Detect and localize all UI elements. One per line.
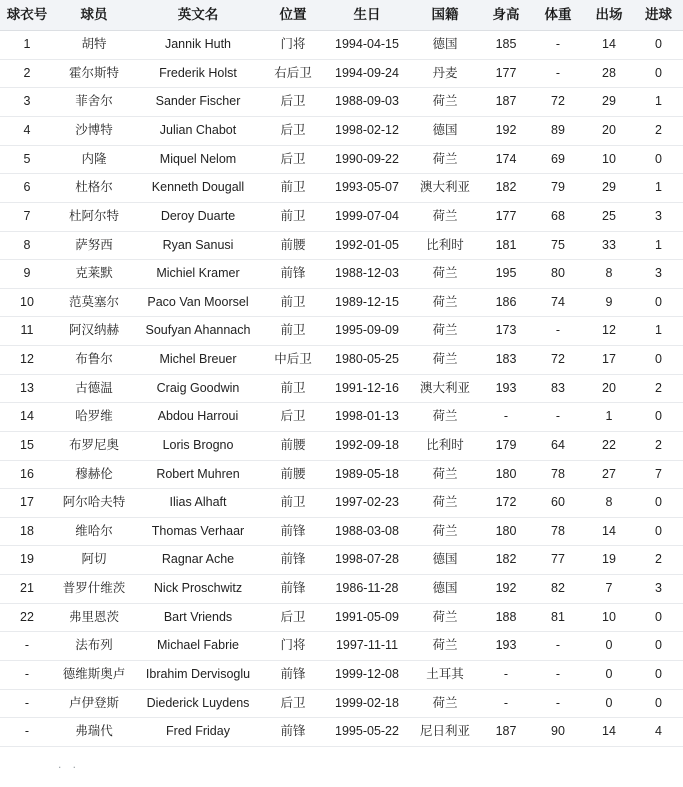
table-header — [0, 0, 683, 31]
cell-appearances: 29 — [584, 174, 634, 203]
cell-goals: 3 — [634, 260, 683, 289]
cell-position: 后卫 — [262, 88, 324, 117]
cell-height: 188 — [480, 603, 532, 632]
table-row — [0, 260, 683, 289]
cell-goals: 2 — [634, 117, 683, 146]
cell-birthday: 1988-03-08 — [324, 517, 410, 546]
table-row — [0, 431, 683, 460]
cell-height: 180 — [480, 460, 532, 489]
cell-nationality: 荷兰 — [410, 145, 480, 174]
cell-height: 181 — [480, 231, 532, 260]
cell-shirt-number: 22 — [0, 603, 54, 632]
cell-player-name[interactable]: 克莱默 — [54, 260, 134, 289]
cell-player-name[interactable]: 卢伊登斯 — [54, 689, 134, 718]
cell-height: 182 — [480, 174, 532, 203]
cell-birthday: 1991-05-09 — [324, 603, 410, 632]
cell-height: 173 — [480, 317, 532, 346]
cell-appearances: 22 — [584, 431, 634, 460]
cell-position: 后卫 — [262, 603, 324, 632]
cell-appearances: 1 — [584, 403, 634, 432]
cell-weight: 72 — [532, 88, 584, 117]
table-row — [0, 31, 683, 60]
cell-player-name[interactable]: 霍尔斯特 — [54, 59, 134, 88]
cell-position: 后卫 — [262, 689, 324, 718]
cell-appearances: 0 — [584, 689, 634, 718]
cell-appearances: 14 — [584, 718, 634, 747]
cell-shirt-number: 12 — [0, 346, 54, 375]
cell-weight: 83 — [532, 374, 584, 403]
cell-nationality: 荷兰 — [410, 288, 480, 317]
cell-appearances: 12 — [584, 317, 634, 346]
cell-player-name[interactable]: 菲舍尔 — [54, 88, 134, 117]
cell-height: - — [480, 689, 532, 718]
cell-appearances: 10 — [584, 145, 634, 174]
cell-weight: 82 — [532, 575, 584, 604]
table-row — [0, 689, 683, 718]
table-row — [0, 660, 683, 689]
cell-nationality: 荷兰 — [410, 632, 480, 661]
table-row — [0, 288, 683, 317]
cell-player-name[interactable]: 维哈尔 — [54, 517, 134, 546]
cell-position: 前卫 — [262, 374, 324, 403]
cell-nationality: 德国 — [410, 31, 480, 60]
cell-weight: - — [532, 317, 584, 346]
cell-appearances: 28 — [584, 59, 634, 88]
cell-height: 195 — [480, 260, 532, 289]
cell-position: 前锋 — [262, 575, 324, 604]
table-header-row — [0, 0, 683, 31]
cell-english-name: Fred Friday — [134, 718, 262, 747]
cell-height: 183 — [480, 346, 532, 375]
cell-birthday: 1997-02-23 — [324, 489, 410, 518]
cell-position: 前腰 — [262, 231, 324, 260]
cell-weight: 69 — [532, 145, 584, 174]
cell-height: 180 — [480, 517, 532, 546]
cell-birthday: 1992-01-05 — [324, 231, 410, 260]
cell-birthday: 1995-05-22 — [324, 718, 410, 747]
table-row — [0, 374, 683, 403]
cell-nationality: 丹麦 — [410, 59, 480, 88]
cell-height: 187 — [480, 88, 532, 117]
cell-appearances: 0 — [584, 632, 634, 661]
cell-nationality: 荷兰 — [410, 689, 480, 718]
cell-goals: 4 — [634, 718, 683, 747]
cell-shirt-number: 14 — [0, 403, 54, 432]
cell-weight: 81 — [532, 603, 584, 632]
cell-nationality: 土耳其 — [410, 660, 480, 689]
cell-weight: - — [532, 632, 584, 661]
cell-english-name: Nick Proschwitz — [134, 575, 262, 604]
cell-english-name[interactable]: Ragnar Ache — [134, 546, 262, 575]
cell-goals: 0 — [634, 346, 683, 375]
column-header-player: 球员 — [54, 0, 134, 31]
cell-birthday: 1999-12-08 — [324, 660, 410, 689]
cell-birthday: 1994-09-24 — [324, 59, 410, 88]
cell-shirt-number: 2 — [0, 59, 54, 88]
cell-weight: 90 — [532, 718, 584, 747]
cell-nationality: 荷兰 — [410, 317, 480, 346]
cell-height: 187 — [480, 718, 532, 747]
cell-english-name: Michael Fabrie — [134, 632, 262, 661]
cell-height: 177 — [480, 202, 532, 231]
cell-english-name: Julian Chabot — [134, 117, 262, 146]
cell-weight: 77 — [532, 546, 584, 575]
cell-nationality: 德国 — [410, 575, 480, 604]
cell-goals: 2 — [634, 546, 683, 575]
cell-player-name[interactable]: 杜格尔 — [54, 174, 134, 203]
cell-goals: 3 — [634, 202, 683, 231]
table-row — [0, 460, 683, 489]
cell-appearances: 14 — [584, 31, 634, 60]
cell-english-name: Frederik Holst — [134, 59, 262, 88]
cell-weight: - — [532, 59, 584, 88]
cell-birthday: 1998-02-12 — [324, 117, 410, 146]
cell-english-name[interactable]: Kenneth Dougall — [134, 174, 262, 203]
cell-nationality: 澳大利亚 — [410, 174, 480, 203]
cell-height: 193 — [480, 374, 532, 403]
cell-weight: 78 — [532, 460, 584, 489]
cell-appearances: 8 — [584, 260, 634, 289]
cell-appearances: 20 — [584, 117, 634, 146]
cell-goals: 7 — [634, 460, 683, 489]
cell-nationality: 比利时 — [410, 231, 480, 260]
cell-birthday: 1997-11-11 — [324, 632, 410, 661]
cell-position: 前锋 — [262, 660, 324, 689]
column-header-nationality: 国籍 — [410, 0, 480, 31]
cell-position: 前卫 — [262, 489, 324, 518]
cell-nationality: 德国 — [410, 117, 480, 146]
cell-height: 172 — [480, 489, 532, 518]
cell-birthday: 1989-12-15 — [324, 288, 410, 317]
cell-weight: 60 — [532, 489, 584, 518]
table-row — [0, 174, 683, 203]
cell-appearances: 19 — [584, 546, 634, 575]
cell-nationality: 荷兰 — [410, 460, 480, 489]
cell-english-name: Diederick Luydens — [134, 689, 262, 718]
cell-goals: 0 — [634, 489, 683, 518]
cell-player-name[interactable]: 沙博特 — [54, 117, 134, 146]
cell-player-name[interactable]: 布鲁尔 — [54, 346, 134, 375]
cell-weight: 78 — [532, 517, 584, 546]
cell-player-name[interactable]: 古德温 — [54, 374, 134, 403]
cell-height: 174 — [480, 145, 532, 174]
cell-weight: 80 — [532, 260, 584, 289]
cell-birthday: 1980-05-25 — [324, 346, 410, 375]
cell-nationality: 荷兰 — [410, 403, 480, 432]
cell-goals: 0 — [634, 145, 683, 174]
cell-appearances: 10 — [584, 603, 634, 632]
cell-player-name[interactable]: 萨努西 — [54, 231, 134, 260]
column-header-english-name: 英文名 — [134, 0, 262, 31]
cell-birthday: 1999-02-18 — [324, 689, 410, 718]
cell-appearances: 14 — [584, 517, 634, 546]
cell-weight: 72 — [532, 346, 584, 375]
cell-birthday: 1992-09-18 — [324, 431, 410, 460]
cell-english-name: Miquel Nelom — [134, 145, 262, 174]
table-body — [0, 31, 683, 747]
cell-appearances: 17 — [584, 346, 634, 375]
table-row — [0, 231, 683, 260]
cell-nationality: 荷兰 — [410, 489, 480, 518]
cell-weight: 68 — [532, 202, 584, 231]
cell-player-name[interactable]: 弗瑞代 — [54, 718, 134, 747]
cell-english-name: Sander Fischer — [134, 88, 262, 117]
cell-birthday: 1995-09-09 — [324, 317, 410, 346]
cell-shirt-number: 5 — [0, 145, 54, 174]
cell-goals: 0 — [634, 660, 683, 689]
cell-appearances: 27 — [584, 460, 634, 489]
cell-player-name[interactable]: 杜阿尔特 — [54, 202, 134, 231]
cell-position: 前锋 — [262, 517, 324, 546]
table-row — [0, 346, 683, 375]
cell-appearances: 9 — [584, 288, 634, 317]
cell-shirt-number: 11 — [0, 317, 54, 346]
cell-shirt-number: 13 — [0, 374, 54, 403]
cell-goals: 0 — [634, 403, 683, 432]
cell-height: 192 — [480, 117, 532, 146]
table-row — [0, 632, 683, 661]
cell-shirt-number: 8 — [0, 231, 54, 260]
cell-english-name: Robert Muhren — [134, 460, 262, 489]
cell-player-name[interactable]: 胡特 — [54, 31, 134, 60]
cell-position: 后卫 — [262, 117, 324, 146]
cell-english-name: Michel Breuer — [134, 346, 262, 375]
cell-english-name: Deroy Duarte — [134, 202, 262, 231]
cell-birthday: 1998-01-13 — [324, 403, 410, 432]
cell-shirt-number: 9 — [0, 260, 54, 289]
column-header-shirt-number: 球衣号 — [0, 0, 54, 31]
cell-english-name: Jannik Huth — [134, 31, 262, 60]
cell-goals: 0 — [634, 288, 683, 317]
cell-position: 前卫 — [262, 317, 324, 346]
cell-english-name: Bart Vriends — [134, 603, 262, 632]
cell-nationality: 荷兰 — [410, 202, 480, 231]
cell-goals: 0 — [634, 59, 683, 88]
cell-position: 前卫 — [262, 202, 324, 231]
cell-english-name: Thomas Verhaar — [134, 517, 262, 546]
cell-goals: 1 — [634, 317, 683, 346]
cell-shirt-number: 19 — [0, 546, 54, 575]
cell-shirt-number: 7 — [0, 202, 54, 231]
cell-appearances: 25 — [584, 202, 634, 231]
cell-position: 前卫 — [262, 288, 324, 317]
cell-birthday: 1989-05-18 — [324, 460, 410, 489]
column-header-goals: 进球 — [634, 0, 683, 31]
cell-player-name[interactable]: 法布列 — [54, 632, 134, 661]
table-row — [0, 202, 683, 231]
cell-english-name: Craig Goodwin — [134, 374, 262, 403]
cell-position: 前锋 — [262, 546, 324, 575]
cell-position: 前腰 — [262, 431, 324, 460]
cell-appearances: 20 — [584, 374, 634, 403]
cell-shirt-number: 17 — [0, 489, 54, 518]
column-header-weight: 体重 — [532, 0, 584, 31]
cell-nationality: 澳大利亚 — [410, 374, 480, 403]
cell-position: 前卫 — [262, 174, 324, 203]
cell-shirt-number: 16 — [0, 460, 54, 489]
cell-nationality: 荷兰 — [410, 88, 480, 117]
footer-dots: . . — [58, 756, 81, 771]
cell-height: - — [480, 403, 532, 432]
cell-player-name[interactable]: 阿尔哈夫特 — [54, 489, 134, 518]
cell-goals: 3 — [634, 575, 683, 604]
cell-shirt-number: 15 — [0, 431, 54, 460]
cell-player-name[interactable]: 穆赫伦 — [54, 460, 134, 489]
cell-birthday: 1988-09-03 — [324, 88, 410, 117]
cell-goals: 2 — [634, 374, 683, 403]
cell-position: 前腰 — [262, 460, 324, 489]
cell-goals: 0 — [634, 632, 683, 661]
cell-height: 179 — [480, 431, 532, 460]
cell-position: 中后卫 — [262, 346, 324, 375]
cell-goals: 2 — [634, 431, 683, 460]
cell-weight: 79 — [532, 174, 584, 203]
table-row — [0, 489, 683, 518]
cell-birthday: 1988-12-03 — [324, 260, 410, 289]
cell-player-name[interactable]: 内隆 — [54, 145, 134, 174]
cell-shirt-number: - — [0, 632, 54, 661]
cell-shirt-number: - — [0, 718, 54, 747]
cell-shirt-number: 6 — [0, 174, 54, 203]
cell-position: 门将 — [262, 31, 324, 60]
cell-nationality: 尼日利亚 — [410, 718, 480, 747]
table-row — [0, 575, 683, 604]
table-row — [0, 718, 683, 747]
table-row — [0, 517, 683, 546]
cell-shirt-number: - — [0, 689, 54, 718]
cell-weight: - — [532, 689, 584, 718]
cell-birthday: 1998-07-28 — [324, 546, 410, 575]
cell-height: 185 — [480, 31, 532, 60]
cell-birthday: 1991-12-16 — [324, 374, 410, 403]
cell-shirt-number: 1 — [0, 31, 54, 60]
cell-appearances: 29 — [584, 88, 634, 117]
cell-nationality: 荷兰 — [410, 603, 480, 632]
cell-weight: - — [532, 660, 584, 689]
cell-shirt-number: 18 — [0, 517, 54, 546]
cell-player-name[interactable]: 阿切 — [54, 546, 134, 575]
cell-player-name[interactable]: 哈罗维 — [54, 403, 134, 432]
cell-player-name[interactable]: 普罗什维茨 — [54, 575, 134, 604]
table-row — [0, 117, 683, 146]
cell-english-name: Paco Van Moorsel — [134, 288, 262, 317]
column-header-position: 位置 — [262, 0, 324, 31]
cell-height: 182 — [480, 546, 532, 575]
column-header-appearances: 出场 — [584, 0, 634, 31]
cell-shirt-number: 10 — [0, 288, 54, 317]
cell-height: 192 — [480, 575, 532, 604]
cell-nationality: 荷兰 — [410, 346, 480, 375]
cell-player-name[interactable]: 弗里恩茨 — [54, 603, 134, 632]
table-row — [0, 317, 683, 346]
cell-birthday: 1993-05-07 — [324, 174, 410, 203]
cell-position: 后卫 — [262, 145, 324, 174]
cell-appearances: 8 — [584, 489, 634, 518]
cell-appearances: 7 — [584, 575, 634, 604]
cell-weight: 89 — [532, 117, 584, 146]
column-header-height: 身高 — [480, 0, 532, 31]
cell-position: 右后卫 — [262, 59, 324, 88]
column-header-birthday: 生日 — [324, 0, 410, 31]
cell-weight: 74 — [532, 288, 584, 317]
cell-weight: 75 — [532, 231, 584, 260]
cell-weight: - — [532, 31, 584, 60]
cell-english-name: Michiel Kramer — [134, 260, 262, 289]
cell-shirt-number: - — [0, 660, 54, 689]
cell-position: 前锋 — [262, 260, 324, 289]
cell-english-name: Loris Brogno — [134, 431, 262, 460]
cell-goals: 1 — [634, 231, 683, 260]
cell-english-name[interactable]: Soufyan Ahannach — [134, 317, 262, 346]
table-row — [0, 603, 683, 632]
cell-height: 186 — [480, 288, 532, 317]
table-row — [0, 546, 683, 575]
cell-goals: 0 — [634, 31, 683, 60]
cell-english-name: Abdou Harroui — [134, 403, 262, 432]
cell-english-name: Ryan Sanusi — [134, 231, 262, 260]
table-row — [0, 88, 683, 117]
cell-goals: 0 — [634, 689, 683, 718]
cell-shirt-number: 4 — [0, 117, 54, 146]
cell-birthday: 1990-09-22 — [324, 145, 410, 174]
cell-player-name[interactable]: 范莫塞尔 — [54, 288, 134, 317]
cell-player-name[interactable]: 布罗尼奥 — [54, 431, 134, 460]
cell-shirt-number: 3 — [0, 88, 54, 117]
cell-english-name: Ilias Alhaft — [134, 489, 262, 518]
cell-nationality: 荷兰 — [410, 517, 480, 546]
cell-height: - — [480, 660, 532, 689]
cell-appearances: 0 — [584, 660, 634, 689]
cell-birthday: 1986-11-28 — [324, 575, 410, 604]
cell-height: 177 — [480, 59, 532, 88]
cell-birthday: 1999-07-04 — [324, 202, 410, 231]
cell-position: 前锋 — [262, 718, 324, 747]
cell-birthday: 1994-04-15 — [324, 31, 410, 60]
cell-appearances: 33 — [584, 231, 634, 260]
cell-position: 门将 — [262, 632, 324, 661]
table-row — [0, 403, 683, 432]
cell-goals: 1 — [634, 88, 683, 117]
cell-goals: 1 — [634, 174, 683, 203]
cell-shirt-number: 21 — [0, 575, 54, 604]
cell-weight: 64 — [532, 431, 584, 460]
cell-weight: - — [532, 403, 584, 432]
cell-nationality: 德国 — [410, 546, 480, 575]
table-row — [0, 145, 683, 174]
cell-player-name[interactable]: 德维斯奥卢 — [54, 660, 134, 689]
cell-goals: 0 — [634, 603, 683, 632]
cell-height: 193 — [480, 632, 532, 661]
cell-goals: 0 — [634, 517, 683, 546]
cell-player-name[interactable]: 阿汉纳赫 — [54, 317, 134, 346]
table-row — [0, 59, 683, 88]
cell-nationality: 比利时 — [410, 431, 480, 460]
cell-position: 后卫 — [262, 403, 324, 432]
cell-english-name: Ibrahim Dervisoglu — [134, 660, 262, 689]
cell-nationality: 荷兰 — [410, 260, 480, 289]
